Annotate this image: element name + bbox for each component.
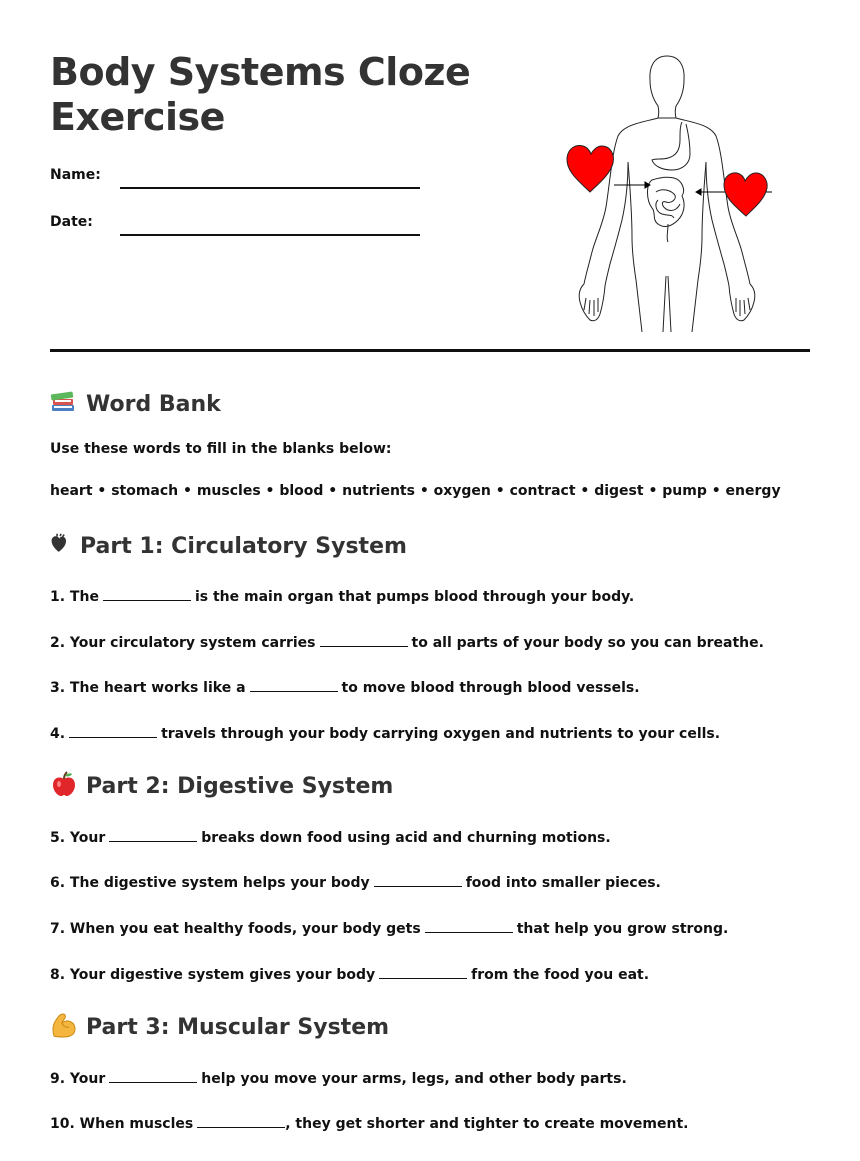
part1-title: Part 1: Circulatory System <box>80 534 407 559</box>
question-10: 10. When muscles , they get shorter and tighter to create movement. <box>50 1116 689 1132</box>
header-divider <box>50 349 810 352</box>
question-2: 2. Your circulatory system carries to all parts of your body so you can breathe. <box>50 635 764 651</box>
name-label: Name: <box>50 167 101 183</box>
date-field <box>50 206 420 236</box>
title-line-2: Exercise <box>50 95 225 139</box>
question-1: 1. The is the main organ that pumps blood through your body. <box>50 589 635 605</box>
answer-blank-6[interactable] <box>374 874 462 887</box>
date-label: Date: <box>50 214 93 230</box>
answer-blank-4[interactable] <box>69 725 157 738</box>
word-bank-words: heart • stomach • muscles • blood • nutrients • oxygen • contract • digest • pump • energy <box>50 483 781 499</box>
word-bank-title: Word Bank <box>86 392 221 417</box>
name-line[interactable] <box>120 187 420 189</box>
question-6: 6. The digestive system helps your body food into smaller pieces. <box>50 875 661 891</box>
title-line-1: Body Systems Cloze <box>50 50 471 94</box>
part3-heading <box>50 1012 389 1043</box>
date-line[interactable] <box>120 234 420 236</box>
flexed-bicep-icon <box>50 1012 78 1038</box>
part2-heading <box>50 771 393 802</box>
question-9: 9. Your help you move your arms, legs, and other body parts. <box>50 1071 627 1087</box>
answer-blank-8[interactable] <box>379 966 467 979</box>
answer-blank-2[interactable] <box>320 634 408 647</box>
answer-blank-10[interactable] <box>197 1115 285 1128</box>
part2-title: Part 2: Digestive System <box>86 774 394 799</box>
part1-heading <box>50 531 407 562</box>
answer-blank-3[interactable] <box>250 679 338 692</box>
word-bank-heading <box>50 389 221 420</box>
answer-blank-5[interactable] <box>109 829 197 842</box>
answer-blank-9[interactable] <box>109 1070 197 1083</box>
word-bank-instruction: Use these words to fill in the blanks below: <box>50 441 392 457</box>
page-title <box>50 50 470 140</box>
right-heart-icon <box>724 173 767 216</box>
answer-blank-7[interactable] <box>425 920 513 933</box>
question-8: 8. Your digestive system gives your body from the food you eat. <box>50 967 650 983</box>
heart-icon <box>50 531 72 557</box>
part3-title: Part 3: Muscular System <box>86 1015 390 1040</box>
worksheet-page <box>50 0 810 1161</box>
apple-icon <box>50 771 78 797</box>
body-illustration <box>562 52 772 334</box>
question-5: 5. Your breaks down food using acid and churning motions. <box>50 830 611 846</box>
name-field <box>50 159 420 189</box>
answer-blank-1[interactable] <box>103 588 191 601</box>
question-3: 3. The heart works like a to move blood through blood vessels. <box>50 680 640 696</box>
question-4: 4. travels through your body carrying oxygen and nutrients to your cells. <box>50 726 721 742</box>
left-heart-icon <box>567 146 613 193</box>
books-icon <box>50 389 78 415</box>
question-7: 7. When you eat healthy foods, your body gets that help you grow strong. <box>50 921 729 937</box>
